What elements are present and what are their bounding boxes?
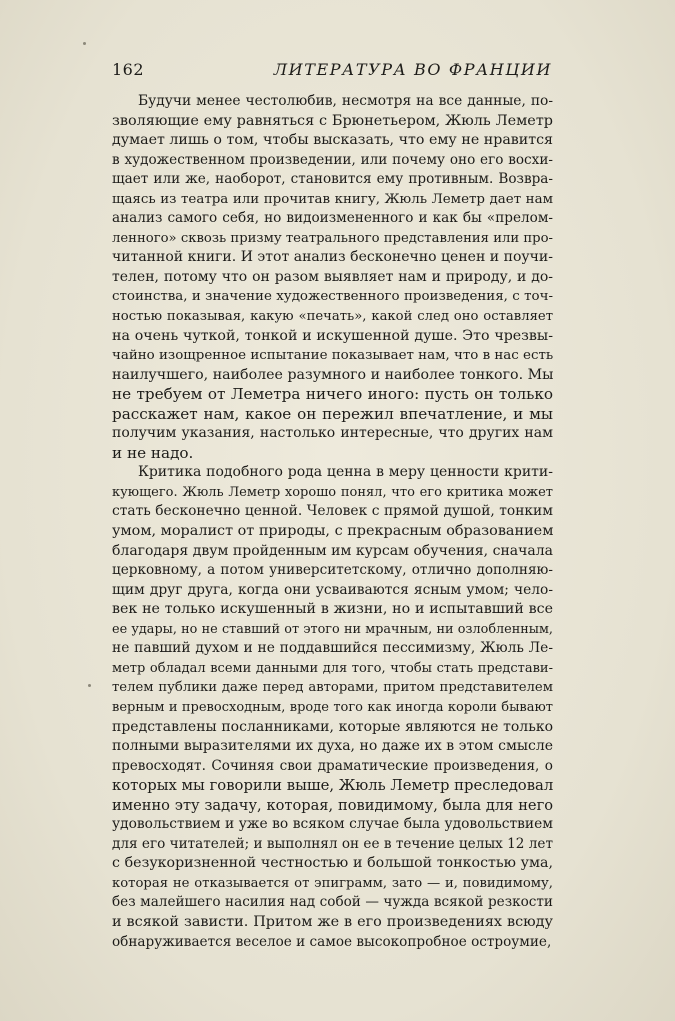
text-line: представлены посланниками, которые являются не только [112, 718, 553, 735]
text-line: и не надо. [112, 443, 194, 462]
text-line: благодаря двум пройденным им курсам обучения, сначала [112, 542, 553, 559]
text-line: ее удары, но не ставший от этого ни мрачным, ни озлобленным, [112, 621, 553, 637]
text-line: щим друг друга, когда они усваиваются ясным умом; чело- [112, 581, 553, 598]
text-line: для его читателей; и выполнял он ее в течение целых 12 лет [112, 835, 553, 852]
text-line: удовольствием и уже во всяком случае была удовольствием [112, 816, 553, 833]
text-line: анализ самого себя, но видоизмененного и как бы «прелом- [112, 210, 553, 227]
text-line: стать бесконечно ценной. Человек с прямой душой, тонким [112, 503, 553, 520]
text-line: Критика подобного рода ценна в меру ценности крити- [138, 464, 553, 481]
text-line: не требуем от Леметра ничего иного: пусть он только [112, 385, 553, 404]
text-line: которая не отказывается от эпиграмм, зато — и, повидимому, [112, 875, 553, 891]
text-line: кующего. Жюль Леметр хорошо понял, что его критика может [112, 484, 553, 500]
paragraph [112, 92, 553, 463]
text-line: наилучшего, наиболее разумного и наиболее тонкого. Мы [112, 366, 554, 383]
text-line: чайно изощренное испытание показывает нам, что в нас есть [112, 348, 554, 364]
text-line: получим указания, настолько интересные, что других нам [112, 425, 553, 442]
text-line: щаясь из театра или прочитав книгу, Жюль Леметр дает нам [112, 191, 553, 207]
text-line: ленного» сквозь призму театрального представления или про- [112, 230, 553, 246]
running-head: ЛИТЕРАТУРА ВО ФРАНЦИИ [273, 60, 552, 79]
text-line: читанной книги. И этот анализ бесконечно ценен и поучи- [112, 249, 553, 266]
text-line: без малейшего насилия над собой — чужда всякой резкости [112, 894, 553, 911]
body-text [112, 92, 553, 952]
page-header [112, 60, 552, 84]
text-line: телен, потому что он разом выявляет нам и природу, и до- [112, 268, 553, 285]
text-line: стоинства, и значение художественного произведения, с точ- [112, 289, 553, 305]
text-line: церковному, а потом университетскому, отлично дополняю- [112, 562, 553, 579]
text-line: расскажет нам, какое он пережил впечатление, и мы [112, 404, 553, 423]
paragraph [112, 463, 553, 952]
page-number: 162 [112, 60, 145, 79]
text-line: не павший духом и не поддавшийся пессимизму, Жюль Ле- [112, 640, 553, 657]
text-line: метр обладал всеми данными для того, чтобы стать представи- [112, 660, 553, 676]
text-line: умом, моралист от природы, с прекрасным образованием [112, 523, 554, 540]
text-line: в художественном произведении, или почему оно его восхи- [112, 151, 553, 168]
text-line: верным и превосходным, вроде того как иногда короли бывают [112, 699, 553, 715]
text-line: телем публики даже перед авторами, притом представителем [112, 680, 553, 696]
text-line: Будучи менее честолюбив, несмотря на все данные, по- [138, 93, 553, 109]
text-line: которых мы говорили выше, Жюль Леметр преследовал [112, 777, 554, 795]
paper-speck [88, 684, 91, 687]
text-line: и всякой зависти. Притом же в его произведениях всюду [112, 913, 553, 930]
text-line: век не только искушенный в жизни, но и испытавший все [112, 601, 553, 618]
text-line: превосходят. Сочиняя свои драматические произведения, о [112, 757, 553, 774]
text-line: ностью показывая, какую «печать», какой след оно оставляет [112, 309, 553, 325]
text-line: думает лишь о том, чтобы высказать, что ему не нравится [112, 132, 553, 149]
text-line: с безукоризненной честностью и большой тонкостью ума, [112, 855, 553, 872]
text-line: щает или же, наоборот, становится ему противным. Возвра- [112, 171, 553, 188]
text-line: именно эту задачу, которая, повидимому, была для него [112, 796, 553, 814]
text-line: полными выразителями их духа, но даже их в этом смысле [112, 738, 553, 755]
paper-speck [83, 42, 86, 45]
text-line: на очень чуткой, тонкой и искушенной душе. Это чрезвы- [112, 327, 553, 344]
text-line: обнаруживается веселое и самое высокопробное остроумие, [112, 933, 552, 950]
text-line: зволяющие ему равняться с Брюнетьером, Жюль Леметр [112, 112, 553, 129]
